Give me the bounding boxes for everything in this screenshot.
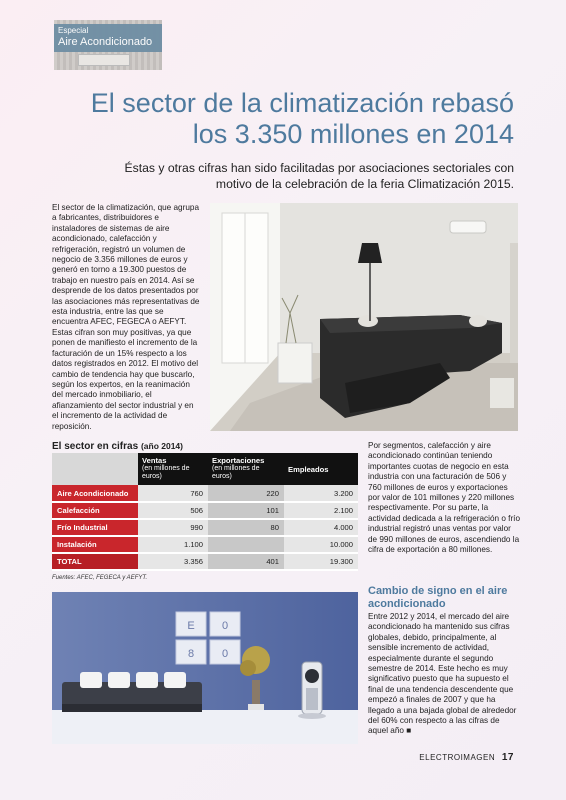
header-sub: (en millones de euros) [212,465,260,480]
living-room-photo [210,203,518,431]
body-column-right-2: Entre 2012 y 2014, el mercado del aire acondicionado ha mantenido sus cifras globales, debido, principalmente, al sensible incremento de actividad, especialmente durante el segundo semestre de 2014. Este hecho es muy significativo puesto que ha supuesto el final de una tendencia descendente que empezó a finales de 2007 y que ha llegado a una bajada global de alrededor del 60% con respecto a las cifras de aquel año ■ [368,612,517,736]
row-label: TOTAL [52,553,138,570]
cell-ventas: 3.356 [138,553,208,570]
body-column-right: Por segmentos, calefacción y aire acondicionado continúan teniendo importantes cuotas de negocio en esta industria con una facturación de 506 y 760 millones de euros y exportaciones por valor de 101 millones y 220 millones respectivamente. Por su parte, la actividad dedicada a la refrigeración o frío industrial registró unas ventas por valor de 990 millones de euros, ascendiendo la cifra de exportación a 80 millones. [368,441,521,555]
header-label: Exportaciones [212,456,265,465]
banner-section-title: Aire Acondicionado [58,36,153,48]
body-column-left [52,203,202,432]
wall-tile-letter: 0 [221,648,229,660]
table-row [52,519,358,536]
header-label: Ventas [142,456,167,465]
cell-empleados: 2.100 [284,502,358,519]
cell-exportaciones: 101 [208,502,284,519]
table-header-empleados [284,453,358,485]
cell-empleados: 3.200 [284,485,358,502]
table-title-suffix: (año 2014) [140,441,183,451]
page-footer [419,752,514,763]
section-subhead: Cambio de signo en el aire acondicionado [368,585,508,610]
cell-empleados: 4.000 [284,519,358,536]
cell-exportaciones: 401 [208,553,284,570]
table-source: Fuentes: AFEC, FEGECA y AEFYT. [52,575,148,581]
cell-ventas: 506 [138,502,208,519]
body-paragraph: Estas cifran son muy positivas, ya que ponen de manifiesto el incremento de la facturación de un 15% respecto a los datos registrados en 2012. El motivo del cambio de tendencia hay que buscarlo, según los expertos, en la reanimación del mercado inmobiliario, el afianzamiento del sector industrial y en el incremento de la actividad de reposición. [52,327,199,431]
page-number: 17 [501,752,514,763]
table-title-text: El sector en cifras [52,441,139,452]
table-title [52,441,183,452]
cell-ventas: 760 [138,485,208,502]
table-row [52,485,358,502]
sector-figures-table [52,453,358,571]
cell-empleados: 10.000 [284,536,358,553]
banner-kicker: Especial [58,26,89,35]
cell-exportaciones: 220 [208,485,284,502]
article-headline: El sector de la climatización rebasó los 3.350 millones en 2014 [90,88,514,149]
row-label: Instalación [52,536,138,553]
header-label: Empleados [288,464,329,474]
body-paragraph: El sector de la climatización, que agrupa a fabricantes, distribuidores e instaladores de sistemas de aire acondicionado, calefacción y refrigeración, registró un volumen de negocio de 3.356 millones de euros y generó en torno a 19.300 puestos de trabajo en nuestro país en 2014. Así se desprende de los datos presentados por las asociaciones más representativas de esta industria, entre las que se encuentra AFEC, FEGECA o AEFYT. [52,203,200,327]
lounge-illustration [52,592,358,744]
table-row [52,502,358,519]
table-header-row [52,453,358,485]
header-sub: (en millones de euros) [142,465,190,480]
table-total-row [52,553,358,570]
table-header-ventas [138,453,208,485]
cell-empleados: 19.300 [284,553,358,570]
cell-ventas: 1.100 [138,536,208,553]
ac-unit-grille [78,54,130,66]
cell-ventas: 990 [138,519,208,536]
table-row [52,536,358,553]
article-deck: Éstas y otras cifras han sido facilitadas por asociaciones sectoriales con motivo de la celebración de la feria Climatización 2015. [124,161,514,191]
row-label: Calefacción [52,502,138,519]
wall-tile-letter: 0 [221,620,229,632]
living-room-illustration [210,203,518,431]
table-header-exportaciones [208,453,284,485]
wall-tile-letter: 8 [187,648,195,660]
magazine-name: ELECTROIMAGEN [419,753,496,762]
table-header-corner [52,453,138,485]
cell-exportaciones: 80 [208,519,284,536]
wall-tile-letter: E [187,620,195,632]
lounge-photo [52,592,358,744]
row-label: Aire Acondicionado [52,485,138,502]
cell-exportaciones [208,536,284,553]
section-banner [54,24,162,52]
row-label: Frío Industrial [52,519,138,536]
